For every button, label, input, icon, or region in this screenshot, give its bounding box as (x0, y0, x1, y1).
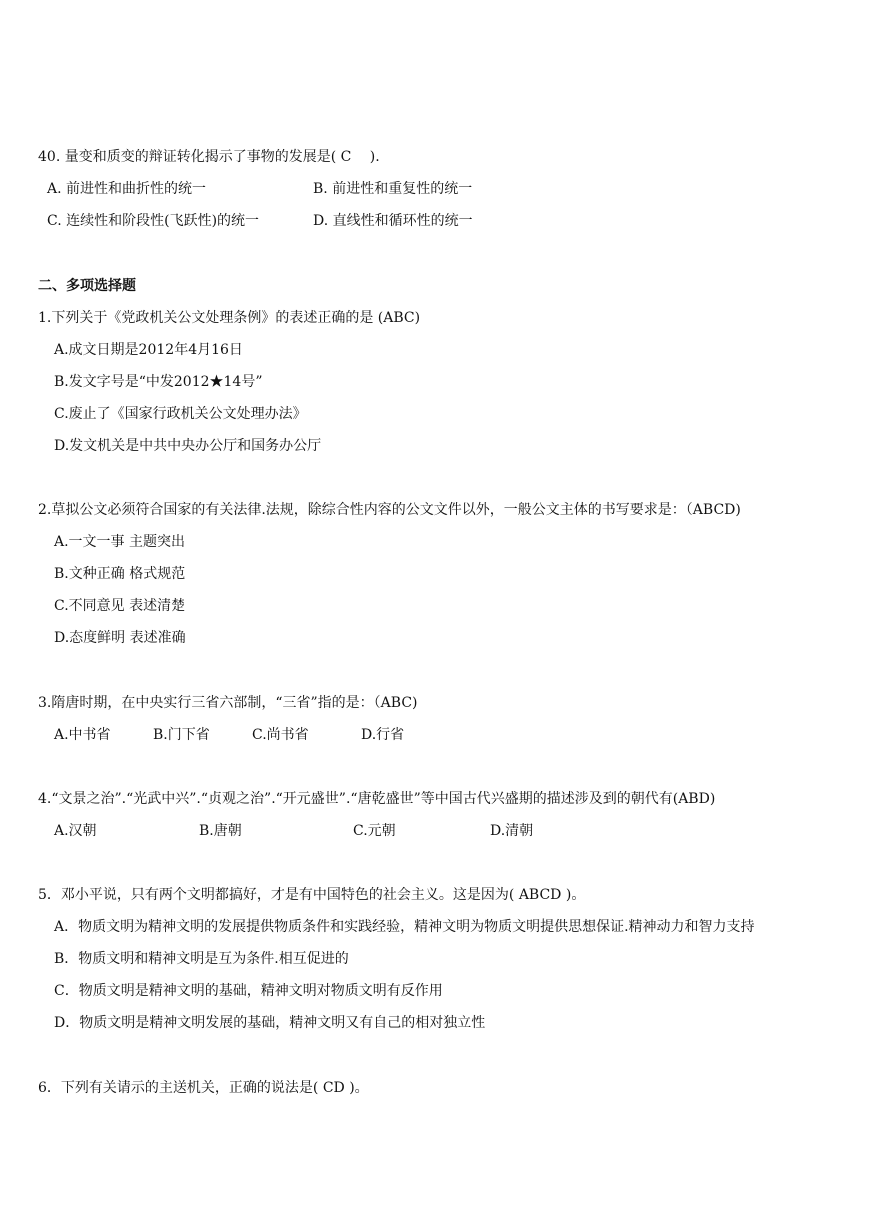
question-4-option-b: B.唐朝 (199, 823, 242, 839)
question-3-option-a: A.中书省 (54, 727, 111, 743)
question-1-option-c: C.废止了《国家行政机关公文处理办法》 (54, 406, 307, 422)
question-4-option-d: D.清朝 (490, 823, 534, 839)
question-6-stem: 6．下列有关请示的主送机关，正确的说法是( CD )。 (38, 1080, 369, 1096)
question-1-stem: 1.下列关于《党政机关公文处理条例》的表述正确的是 (ABC) (38, 310, 421, 326)
question-1-option-b: B.发文字号是“中发2012★14号” (54, 374, 263, 390)
question-2-stem: 2.草拟公文必须符合国家的有关法律.法规，除综合性内容的公文文件以外，一般公文主体的书写要求是：（ABCD) (38, 502, 741, 518)
question-2-option-a: A.一文一事 主题突出 (54, 534, 186, 550)
question-4-stem: 4.“文景之治”.“光武中兴”.“贞观之治”.“开元盛世”.“唐乾盛世”等中国古代兴盛期的描述涉及到的朝代有(ABD) (38, 791, 716, 807)
question-5-option-c: C．物质文明是精神文明的基础，精神文明对物质文明有反作用 (54, 983, 443, 999)
question-40-option-a: A. 前进性和曲折性的统一 (47, 181, 207, 197)
question-5-stem: 5．邓小平说，只有两个文明都搞好，才是有中国特色的社会主义。这是因为( ABCD )。 (38, 887, 586, 903)
question-5-option-b: B．物质文明和精神文明是互为条件.相互促进的 (54, 951, 349, 967)
question-4-option-a: A.汉朝 (54, 823, 97, 839)
question-4-option-c: C.元朝 (353, 823, 396, 839)
section-heading: 二、多项选择题 (38, 278, 136, 294)
question-40-option-d: D. 直线性和循环性的统一 (313, 213, 473, 229)
question-40-options-row-2 (0, 212, 869, 230)
question-2-option-d: D.态度鲜明 表述准确 (54, 630, 186, 646)
question-2-option-c: C.不同意见 表述清楚 (54, 598, 186, 614)
question-3-option-d: D.行省 (361, 727, 405, 743)
question-5-option-d: D．物质文明是精神文明发展的基础，精神文明又有自己的相对独立性 (54, 1015, 486, 1031)
question-3-option-c: C.尚书省 (252, 727, 309, 743)
question-1-option-d: D.发文机关是中共中央办公厅和国务办公厅 (54, 438, 322, 454)
question-1-option-a: A.成文日期是2012年4月16日 (54, 342, 243, 358)
question-40-stem: 40. 量变和质变的辩证转化揭示了事物的发展是( C ). (38, 149, 380, 165)
question-3-options-row (0, 726, 869, 744)
question-2-option-b: B.文种正确 格式规范 (54, 566, 186, 582)
question-3-option-b: B.门下省 (153, 727, 210, 743)
question-40-options-row-1 (0, 180, 869, 198)
question-40-option-c: C. 连续性和阶段性(飞跃性)的统一 (47, 213, 260, 229)
question-3-stem: 3.隋唐时期，在中央实行三省六部制，“三省”指的是：（ABC) (38, 695, 418, 711)
question-4-options-row (0, 822, 869, 840)
question-5-option-a: A．物质文明为精神文明的发展提供物质条件和实践经验，精神文明为物质文明提供思想保证.精神动力和智力支持 (54, 919, 755, 935)
question-40-option-b: B. 前进性和重复性的统一 (313, 181, 473, 197)
